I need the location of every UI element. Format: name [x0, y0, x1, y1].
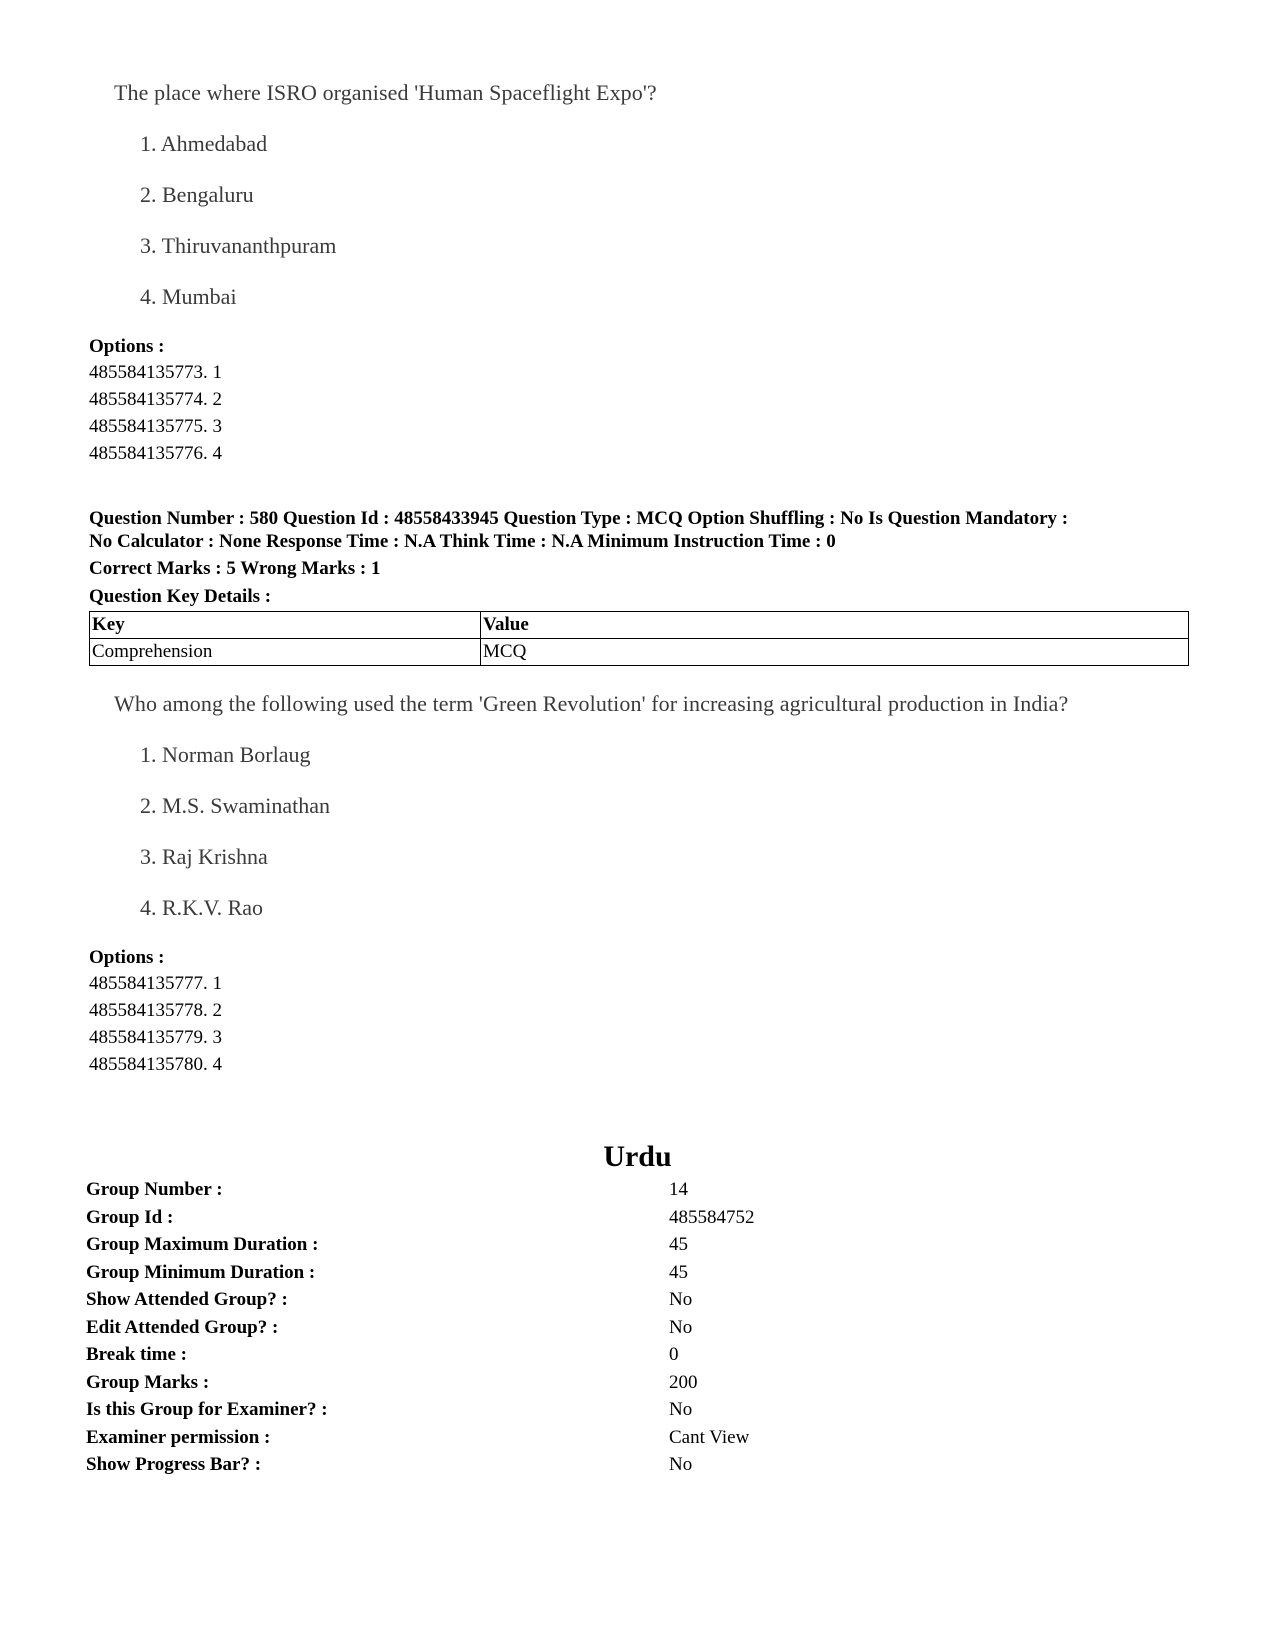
question-1-choice-3: 3. Thiruvananthpuram [140, 233, 337, 258]
question-1-options-label: Options : [89, 336, 165, 357]
question-2-option-2: 485584135778. 2 [89, 1000, 222, 1021]
group-detail-label: Group Number : [86, 1179, 223, 1200]
question-1-option-3: 485584135775. 3 [89, 416, 222, 437]
question-1-choice-2: 2. Bengaluru [140, 182, 254, 207]
group-detail-label: Group Minimum Duration : [86, 1261, 316, 1283]
group-detail-label: Group Maximum Duration : [86, 1234, 319, 1255]
table-row [90, 639, 1189, 666]
question-2-choice-2: 2. M.S. Swaminathan [140, 793, 331, 818]
question-2-option-3: 485584135779. 3 [89, 1027, 222, 1048]
group-detail-label: Examiner permission : [86, 1426, 271, 1448]
question-1-text: The place where ISRO organised 'Human Spaceflight Expo'? [114, 80, 657, 105]
group-detail-label: Break time : [86, 1344, 187, 1365]
group-detail-value: 485584752 [669, 1206, 755, 1228]
question-2-option-1: 485584135777. 1 [89, 973, 222, 994]
group-detail-label: Show Attended Group? : [86, 1289, 288, 1310]
question-2-choice-1: 1. Norman Borlaug [140, 742, 311, 767]
question-2-marks: Correct Marks : 5 Wrong Marks : 1 [89, 558, 381, 579]
group-detail-value: 14 [669, 1179, 688, 1200]
group-detail-value: 45 [669, 1261, 688, 1283]
group-detail-label: Group Id : [86, 1206, 174, 1228]
group-detail-value: 45 [669, 1234, 688, 1255]
question-1-choice-4: 4. Mumbai [140, 284, 237, 309]
question-1-option-1: 485584135773. 1 [89, 362, 222, 383]
question-2-option-4: 485584135780. 4 [89, 1054, 222, 1075]
group-detail-label: Edit Attended Group? : [86, 1316, 279, 1338]
group-detail-label: Is this Group for Examiner? : [86, 1399, 328, 1420]
group-detail-value: No [669, 1289, 693, 1310]
question-key-details-label: Question Key Details : [89, 586, 272, 607]
question-2-meta-line-2: No Calculator : None Response Time : N.A Think Time : N.A Minimum Instruction Time : 0 [89, 531, 836, 552]
group-detail-label: Show Progress Bar? : [86, 1454, 262, 1475]
question-2-meta-line-1: Question Number : 580 Question Id : 48558433945 Question Type : MCQ Option Shuffling : No Is Question Mandatory : [89, 508, 1069, 529]
question-2-meta [89, 507, 1149, 553]
table-cell-value: MCQ [481, 639, 1189, 666]
group-detail-value: Cant View [669, 1426, 750, 1448]
question-2-choice-4: 4. R.K.V. Rao [140, 895, 264, 920]
question-2-options-label: Options : [89, 947, 165, 968]
group-detail-value: No [669, 1316, 693, 1338]
group-section-title: Urdu [603, 1140, 672, 1173]
question-2-choice-3: 3. Raj Krishna [140, 844, 268, 869]
group-detail-value: 200 [669, 1371, 698, 1393]
question-1-option-2: 485584135774. 2 [89, 389, 222, 410]
table-header-key: Key [90, 612, 481, 639]
question-2-text: Who among the following used the term 'Green Revolution' for increasing agricultural production in India? [114, 691, 1069, 716]
question-1-choice-1: 1. Ahmedabad [140, 131, 268, 156]
question-key-details-table [89, 611, 1189, 666]
table-header-row [90, 612, 1189, 639]
question-1-option-4: 485584135776. 4 [89, 443, 222, 464]
table-header-value: Value [481, 612, 1189, 639]
table-cell-key: Comprehension [90, 639, 481, 666]
group-detail-value: No [669, 1454, 693, 1475]
group-detail-value: No [669, 1399, 693, 1420]
group-detail-label: Group Marks : [86, 1371, 210, 1393]
group-detail-value: 0 [669, 1344, 679, 1365]
